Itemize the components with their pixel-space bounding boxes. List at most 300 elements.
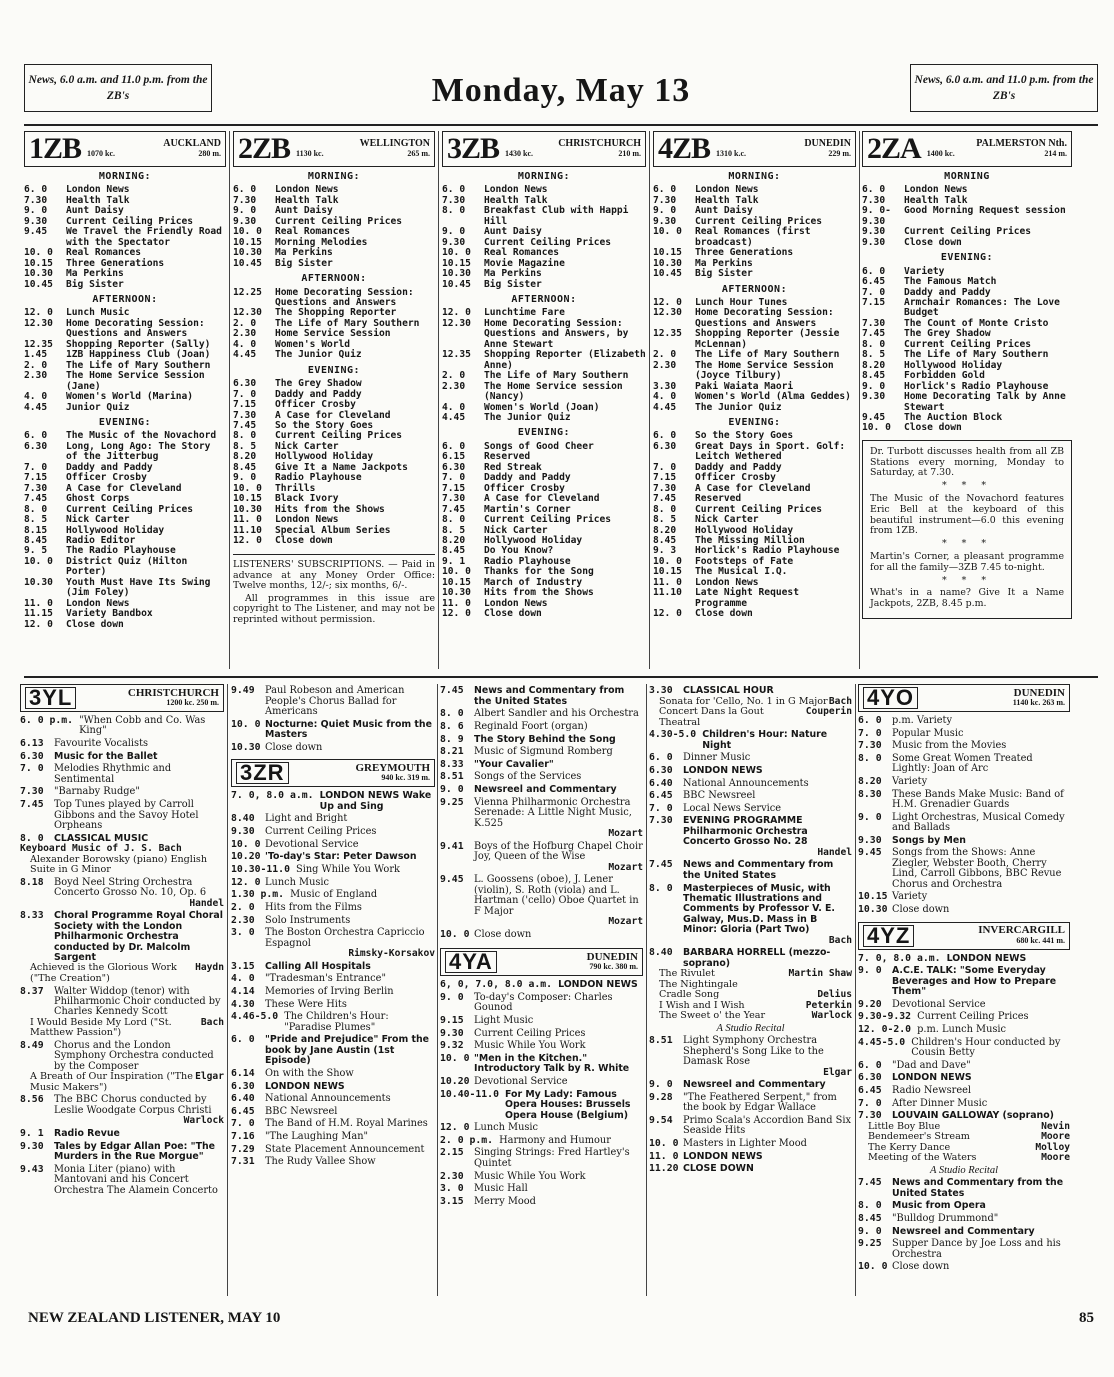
programme-item — [231, 865, 435, 875]
programme-item — [231, 840, 435, 850]
programme-title: The Home Service Session (Joyce Tilbury) — [695, 359, 834, 382]
programme-title: Local News Service — [683, 802, 782, 814]
programme-title: CLASSICAL MUSIC — [54, 832, 149, 844]
programme-time: 9.30 — [862, 391, 886, 403]
work-line — [20, 963, 224, 984]
programme-title: Current Ceiling Prices — [904, 338, 1032, 350]
programme-item — [649, 1139, 852, 1149]
programme-time: 6.13 — [20, 738, 44, 750]
section-heading: MORNING: — [98, 171, 152, 182]
programme-item — [858, 905, 1070, 915]
programme-title: Ma Perkins — [66, 268, 124, 280]
column-rule — [649, 131, 650, 669]
composer: Handel — [189, 897, 224, 909]
programme-title: Top Tunes played by Carroll Gibbons and the Savoy Hotel Orpheans — [54, 799, 199, 832]
programme-item — [233, 248, 435, 258]
programme-item — [858, 1099, 1070, 1109]
programme-title: Aunt Daisy — [275, 205, 333, 217]
programme-item — [440, 686, 643, 707]
programme-item — [231, 878, 435, 888]
programme-title: The Famous Match — [904, 276, 997, 288]
programme-item — [858, 836, 1070, 846]
programme-title: Music While You Work — [474, 1040, 586, 1052]
programme-item — [440, 722, 643, 732]
programme-title: Lunchtime Fare — [484, 307, 565, 319]
programme-item — [231, 890, 435, 900]
programme-item — [649, 1080, 852, 1090]
programme-item — [442, 319, 646, 350]
programme-item — [653, 269, 856, 279]
programme-title: "When Cobb and Co. Was King" — [79, 715, 206, 737]
composer-line — [649, 1068, 852, 1078]
programme-title: Close down — [904, 236, 962, 248]
programme-item — [858, 1227, 1070, 1237]
programme-item — [653, 196, 856, 206]
programme-title: Music While You Work — [474, 1170, 586, 1182]
programme-item — [862, 238, 1072, 248]
programme-title: National Announcements — [683, 777, 809, 789]
wave: 263 m. — [1042, 698, 1065, 707]
programme-time: 10. 0 — [233, 482, 262, 494]
programme-item — [858, 777, 1070, 787]
programme-title: Ma Perkins — [695, 257, 753, 269]
work-line — [20, 1072, 224, 1093]
programme-item — [440, 760, 643, 770]
programme-time: 10.15 — [653, 247, 682, 259]
programme-time: 9. 1 — [442, 555, 466, 567]
programme-time: 7. 0 — [649, 802, 673, 814]
programme-time: 3. 0 — [440, 1183, 464, 1195]
programme-item — [858, 848, 1070, 890]
programme-item — [653, 392, 856, 402]
programme-item — [233, 350, 435, 360]
programme-title: The Life of Mary Southern — [904, 349, 1049, 361]
programme-title: Sing While You Work — [295, 863, 400, 875]
programme-item — [649, 948, 852, 969]
section-heading: MORNING — [944, 171, 990, 182]
programme-title: Vienna Philharmonic Orchestra Serenade: A Little Night Music, K.525 — [474, 796, 632, 829]
programme-item — [653, 609, 856, 619]
programme-time: 8.20 — [653, 524, 677, 536]
programme-time: 2.30 — [440, 1170, 464, 1182]
programme-title: Home Decorating Session: Questions and Answers — [275, 286, 414, 308]
programme-title: Current Ceiling Prices — [695, 503, 823, 515]
programme-time: 8. 0 — [24, 503, 48, 515]
highlights-box — [862, 440, 1072, 619]
programme-title: Daddy and Paddy — [275, 388, 362, 400]
programme-time: 7.45 — [20, 799, 44, 811]
programme-time: 6. 0 — [233, 184, 257, 196]
programme-time: 10.15 — [442, 257, 471, 269]
programme-item — [233, 196, 435, 206]
programme-title: The Count of Monte Cristo — [904, 317, 1049, 329]
programme-time: 6.45 — [649, 790, 673, 802]
programme-item — [442, 413, 646, 423]
programme-title: Breakfast Club with Happi Hill — [484, 205, 629, 227]
programme-title: Aunt Daisy — [66, 205, 124, 217]
programme-title: Lunch Music — [474, 1122, 539, 1134]
programme-title: Devotional Service — [892, 998, 986, 1010]
programme-time: 8. 0 — [20, 832, 44, 844]
programme-time: 10.30 — [233, 247, 262, 259]
programme-time: 6. 0 — [442, 184, 466, 196]
programme-title: So the Story Goes — [275, 419, 374, 431]
programme-item — [231, 827, 435, 837]
callsign: 4YO — [863, 687, 918, 709]
programme-time: 9.54 — [649, 1115, 673, 1127]
programme-time: 9.30-9.32 — [858, 1011, 912, 1023]
programme-item — [20, 1129, 224, 1139]
programme-title: Horlick's Radio Playhouse — [904, 380, 1049, 392]
programme-time: 9. 5 — [24, 545, 48, 557]
programme-time: 9.30 — [20, 1140, 44, 1152]
freq: 940 kc. — [381, 773, 406, 783]
programme-item — [233, 400, 435, 410]
programme-time: 2.15 — [440, 1147, 464, 1159]
column-4yo-4yz — [858, 684, 1070, 1296]
separator-stars: * * * — [941, 480, 993, 492]
programme-title: These Bands Make Music: Band of H.M. Grenadier Guards — [892, 788, 1064, 811]
programme-title: To-day's Composer: Charles Gounod — [474, 991, 613, 1014]
programme-item — [649, 804, 852, 814]
programme-time: 9. 0-9.30 — [862, 205, 891, 227]
programme-title: London News — [484, 597, 548, 609]
programme-time: 10. 0 — [440, 928, 470, 940]
programme-item — [858, 954, 1070, 964]
programme-item — [231, 903, 435, 913]
programme-item — [231, 1107, 435, 1117]
programme-item — [858, 741, 1070, 751]
programme-time: 10. 0 — [442, 566, 471, 578]
programme-item — [649, 816, 852, 847]
programme-title: On with the Show — [265, 1067, 354, 1079]
programme-time: 2.30 — [231, 914, 255, 926]
programme-title: Ma Perkins — [275, 247, 333, 259]
programme-time: 12.30 — [233, 307, 262, 319]
programme-item — [858, 1214, 1070, 1224]
programme-title: Current Ceiling Prices — [474, 1027, 586, 1039]
programme-time: 8. 9 — [440, 733, 464, 745]
programme-title: Variety Bandbox — [66, 608, 153, 620]
city: DUNEDIN — [1013, 686, 1065, 699]
programme-title: Paul Robeson and American People's Chorus Ballad for Americans — [265, 685, 405, 718]
programme-time: 9. 0 — [653, 205, 677, 217]
section-heading: EVENING: — [98, 416, 152, 428]
programme-time: 9. 0 — [862, 380, 886, 392]
programme-item — [649, 1152, 852, 1162]
programme-time: 10.30 — [442, 587, 471, 599]
programme-time: 10.15 — [442, 576, 471, 588]
header-rule — [24, 124, 1098, 126]
programme-time: 8.45 — [858, 1212, 882, 1224]
programme-item — [24, 269, 226, 279]
programme-title: London News — [695, 184, 759, 196]
programme-item — [440, 1136, 643, 1146]
programme-title: Music of England — [290, 889, 378, 901]
programme-time: 12. 0 — [24, 618, 53, 630]
programme-title: News and Commentary from the United States — [683, 859, 834, 881]
programme-time: 8.20 — [858, 776, 882, 788]
station-4yz-banner — [858, 922, 1070, 950]
programme-time: 9.30 — [442, 236, 466, 248]
column-rule — [855, 684, 856, 1296]
programme-title: A Case for Cleveland — [484, 493, 600, 505]
programme-item — [442, 599, 646, 609]
station-banner — [862, 131, 1072, 167]
programme-time: 7.15 — [653, 472, 677, 484]
programme-time: 7.30 — [442, 493, 466, 505]
programme-time: 10.30 — [24, 576, 53, 588]
programme-time: 4. 0 — [442, 401, 466, 413]
programme-time: 10.20 — [231, 851, 261, 863]
programme-time: 7. 0 — [20, 763, 44, 775]
work-line — [649, 1011, 852, 1021]
programme-item — [653, 308, 856, 329]
wave: 214 m. — [1044, 149, 1067, 158]
composer: Mozart — [608, 828, 643, 840]
programme-time: 7.30 — [649, 815, 673, 827]
programme-title: Merry Mood — [474, 1195, 536, 1207]
programme-time: 10. 0 — [862, 422, 891, 434]
freq: 1070 kc. — [87, 149, 116, 158]
programme-item — [858, 729, 1070, 739]
programme-item — [858, 1201, 1070, 1211]
composer-line — [440, 917, 643, 927]
callsign: 2ZB — [238, 132, 291, 165]
programme-title: Home Decorating Session: Questions and Answers — [695, 307, 834, 329]
programme-time: 1.30 p.m. — [231, 889, 285, 901]
station-info — [296, 139, 430, 160]
programme-time: 9.43 — [20, 1163, 44, 1175]
station-2zb — [233, 131, 435, 669]
programme-time: 8. 0 — [858, 1200, 882, 1212]
programme-title: The Junior Quiz — [484, 411, 571, 423]
programme-item — [649, 753, 852, 763]
programme-title: BBC Newsreel — [683, 790, 756, 802]
programme-item — [24, 578, 226, 599]
programme-time: 7.15 — [233, 399, 257, 411]
programme-title: Lunch Music — [265, 876, 330, 888]
programme-time: 7.30 — [653, 482, 677, 494]
programme-title: News and Commentary from the United States — [892, 1177, 1064, 1199]
programme-item — [24, 442, 226, 463]
work-line — [649, 707, 852, 728]
programme-time: 7.45 — [649, 859, 673, 871]
highlight-text: The Music of the Novachord features Eric Bell at the keyboard of this beautiful instrument—6.0 this evening from 1ZB. — [870, 493, 1064, 537]
column-rule — [438, 131, 439, 669]
programme-time: 8.20 — [862, 359, 886, 371]
programme-title: Good Morning Request session — [904, 205, 1066, 217]
station-3zr-banner — [231, 759, 435, 787]
composer: Bach — [200, 1016, 224, 1028]
programme-time: 7.15 — [862, 296, 886, 308]
programme-item — [649, 791, 852, 801]
frequency — [296, 149, 430, 159]
programme-time: 6. 0 — [862, 184, 886, 196]
programme-title: Daddy and Paddy — [484, 472, 571, 484]
programme-item — [858, 1239, 1070, 1260]
programme-time: 3.15 — [440, 1195, 464, 1207]
programme-title: Shopping Reporter (Elizabeth Anne) — [484, 349, 646, 371]
programme-title: "Your Cavalier" — [474, 758, 554, 770]
programme-title: Lunch Music — [66, 307, 130, 319]
composer: Elgar — [823, 1066, 852, 1078]
programme-title: Health Talk — [66, 194, 130, 206]
programme-time: 9.30 — [440, 1027, 464, 1039]
station-info — [927, 139, 1067, 160]
programme-title: The Life of Mary Southern — [66, 359, 211, 371]
station-banner — [233, 131, 435, 167]
callsign: 3ZB — [447, 132, 500, 165]
programme-title: 'To-day's Star: Peter Dawson — [265, 851, 417, 863]
work-title: The Sweet o' the Year — [659, 1010, 766, 1022]
column-rule — [229, 131, 230, 669]
programme-item — [653, 403, 856, 413]
programme-time: 7.30 — [858, 740, 882, 752]
work-title: Concert Dans la Gout Theatral — [659, 706, 764, 728]
programme-list-4ya — [440, 980, 643, 1207]
programme-title: Children's Hour conducted by Cousin Betty — [911, 1036, 1061, 1059]
programme-time: 10. 0 — [24, 247, 53, 259]
programme-title: Masters in Lighter Mood — [683, 1138, 807, 1150]
programme-title: Hits from the Films — [265, 901, 362, 913]
programme-title: Aunt Daisy — [695, 205, 753, 217]
programme-item — [20, 1165, 224, 1196]
programme-title: Health Talk — [484, 194, 548, 206]
programme-title: LONDON NEWS — [265, 1080, 345, 1092]
programme-time: 7.30 — [858, 1110, 882, 1122]
section-heading: AFTERNOON: — [511, 293, 577, 305]
programme-title: Radio Revue — [54, 1128, 120, 1140]
programme-time: 9. 3 — [653, 545, 677, 557]
programme-title: Newsreel and Commentary — [683, 1079, 826, 1091]
programme-title: The Life of Mary Southern — [695, 349, 840, 361]
freq: 680 kc. — [1016, 935, 1041, 945]
programme-title: Give It a Name Jackpots — [275, 461, 408, 473]
programme-item — [231, 1082, 435, 1092]
programme-title: Light Symphony Orchestra Shepherd's Song Like to the Damask Rose — [683, 1035, 824, 1068]
programme-title: Big Sister — [66, 278, 124, 290]
programme-time: 7. 0 — [858, 1097, 882, 1109]
programme-time: 6. 0 — [653, 184, 677, 196]
programme-item — [858, 1061, 1070, 1071]
news-note-right: News, 6.0 a.m. and 11.0 p.m. from the ZB's — [910, 64, 1098, 112]
programme-title: A Case for Cleveland — [66, 482, 182, 494]
composer-line — [20, 899, 224, 909]
programme-item — [233, 515, 435, 525]
programme-time: 12.35 — [442, 349, 471, 361]
programme-time: 7. 0 — [862, 286, 886, 298]
programme-item — [442, 269, 646, 279]
programme-time: 6.40 — [231, 1093, 255, 1105]
programme-time: 7.45 — [653, 493, 677, 505]
programme-item — [442, 206, 646, 227]
programme-item — [440, 747, 643, 757]
programme-title: Hollywood Holiday — [484, 534, 583, 546]
programme-item — [858, 813, 1070, 834]
station-4yo-banner — [858, 684, 1070, 712]
page-number: 85 — [1079, 1310, 1094, 1326]
work-title: Cradle Song — [659, 989, 720, 1001]
programme-title: Songs of the Services — [474, 771, 582, 783]
programme-title: "Bulldog Drummond" — [892, 1212, 999, 1224]
programme-item — [233, 259, 435, 269]
programme-title: Nick Carter — [66, 514, 130, 526]
programme-time: 2. 0 — [24, 359, 48, 371]
section-heading: EVENING: — [940, 252, 994, 264]
programme-title: Do You Know? — [484, 545, 554, 557]
programme-item — [231, 743, 435, 753]
callsign: 1ZB — [29, 132, 82, 165]
programme-item — [862, 277, 1072, 287]
programme-item — [231, 1094, 435, 1104]
programme-item — [442, 280, 646, 290]
programme-title: Close down — [484, 608, 542, 620]
programme-list-4ya-cont — [649, 686, 852, 1175]
programme-title: Junior Quiz — [66, 401, 130, 413]
programme-time: 6.30 — [858, 1072, 882, 1084]
programme-title: Special Album Series — [275, 524, 391, 536]
callsign: 4YZ — [863, 925, 914, 947]
programme-time: 4.14 — [231, 985, 255, 997]
station-4ya-banner — [440, 948, 643, 976]
programme-time: 7.30 — [233, 409, 257, 421]
programme-item — [231, 987, 435, 997]
city: CHRISTCHURCH — [127, 686, 219, 699]
freq: 1400 kc. — [926, 149, 955, 158]
programme-title: Songs from the Shows: Anne Ziegler, Webster Booth, Cherry Lind, Carroll Gibbons, BBC Revue Chorus and Orchestra — [892, 847, 1062, 890]
programme-item — [649, 1036, 852, 1067]
programme-title: Light Orchestras, Musical Comedy and Ballads — [892, 811, 1065, 834]
programme-item — [858, 1038, 1070, 1059]
programme-time: 6.45 — [231, 1105, 255, 1117]
programme-time: 6.40 — [649, 777, 673, 789]
programme-title: "The Feathered Serpent," from the book by Edgar Wallace — [683, 1091, 837, 1114]
programme-item — [858, 1178, 1070, 1199]
programme-title: Harmony and Humour — [499, 1134, 611, 1146]
programme-title: The Home Service Session (Jane) — [66, 370, 205, 392]
programme-title: LONDON NEWS Wake Up and Sing — [319, 790, 432, 812]
programme-title: Current Ceiling Prices — [265, 826, 377, 838]
programme-title: Radio Playhouse — [275, 472, 362, 484]
programme-title: State Placement Announcement — [265, 1143, 425, 1155]
section-rule — [24, 676, 1098, 678]
programme-time: 12.35 — [24, 338, 53, 350]
programme-item — [858, 1012, 1070, 1022]
programme-time: 4.45 — [24, 401, 48, 413]
programme-time: 9.45 — [858, 847, 882, 859]
programme-item — [233, 536, 435, 546]
programme-item — [862, 392, 1072, 413]
programme-title: Reginald Foort (organ) — [474, 720, 588, 732]
programme-title: A.C.E. TALK: "Some Everyday Beverages and How to Prepare Them" — [892, 965, 1057, 998]
programme-item — [231, 916, 435, 926]
programme-item — [231, 791, 435, 812]
programme-time: 9. 0 — [440, 991, 464, 1003]
programme-title: Close down — [904, 422, 962, 434]
programme-time: 8. 5 — [442, 524, 466, 536]
work-title: I Would Beside My Lord ("St. Matthew Passion") — [30, 1016, 172, 1039]
programme-title: Thrills — [275, 482, 316, 494]
programme-item — [231, 1132, 435, 1142]
section-heading: EVENING: — [307, 364, 361, 376]
programme-time: 6.45 — [858, 1085, 882, 1097]
programme-title: Devotional Service — [265, 838, 359, 850]
programme-title: The Junior Quiz — [275, 349, 362, 361]
programme-time: 10. 0 — [649, 1138, 679, 1150]
work-line — [20, 844, 224, 854]
programme-time: 8.49 — [20, 1040, 44, 1052]
